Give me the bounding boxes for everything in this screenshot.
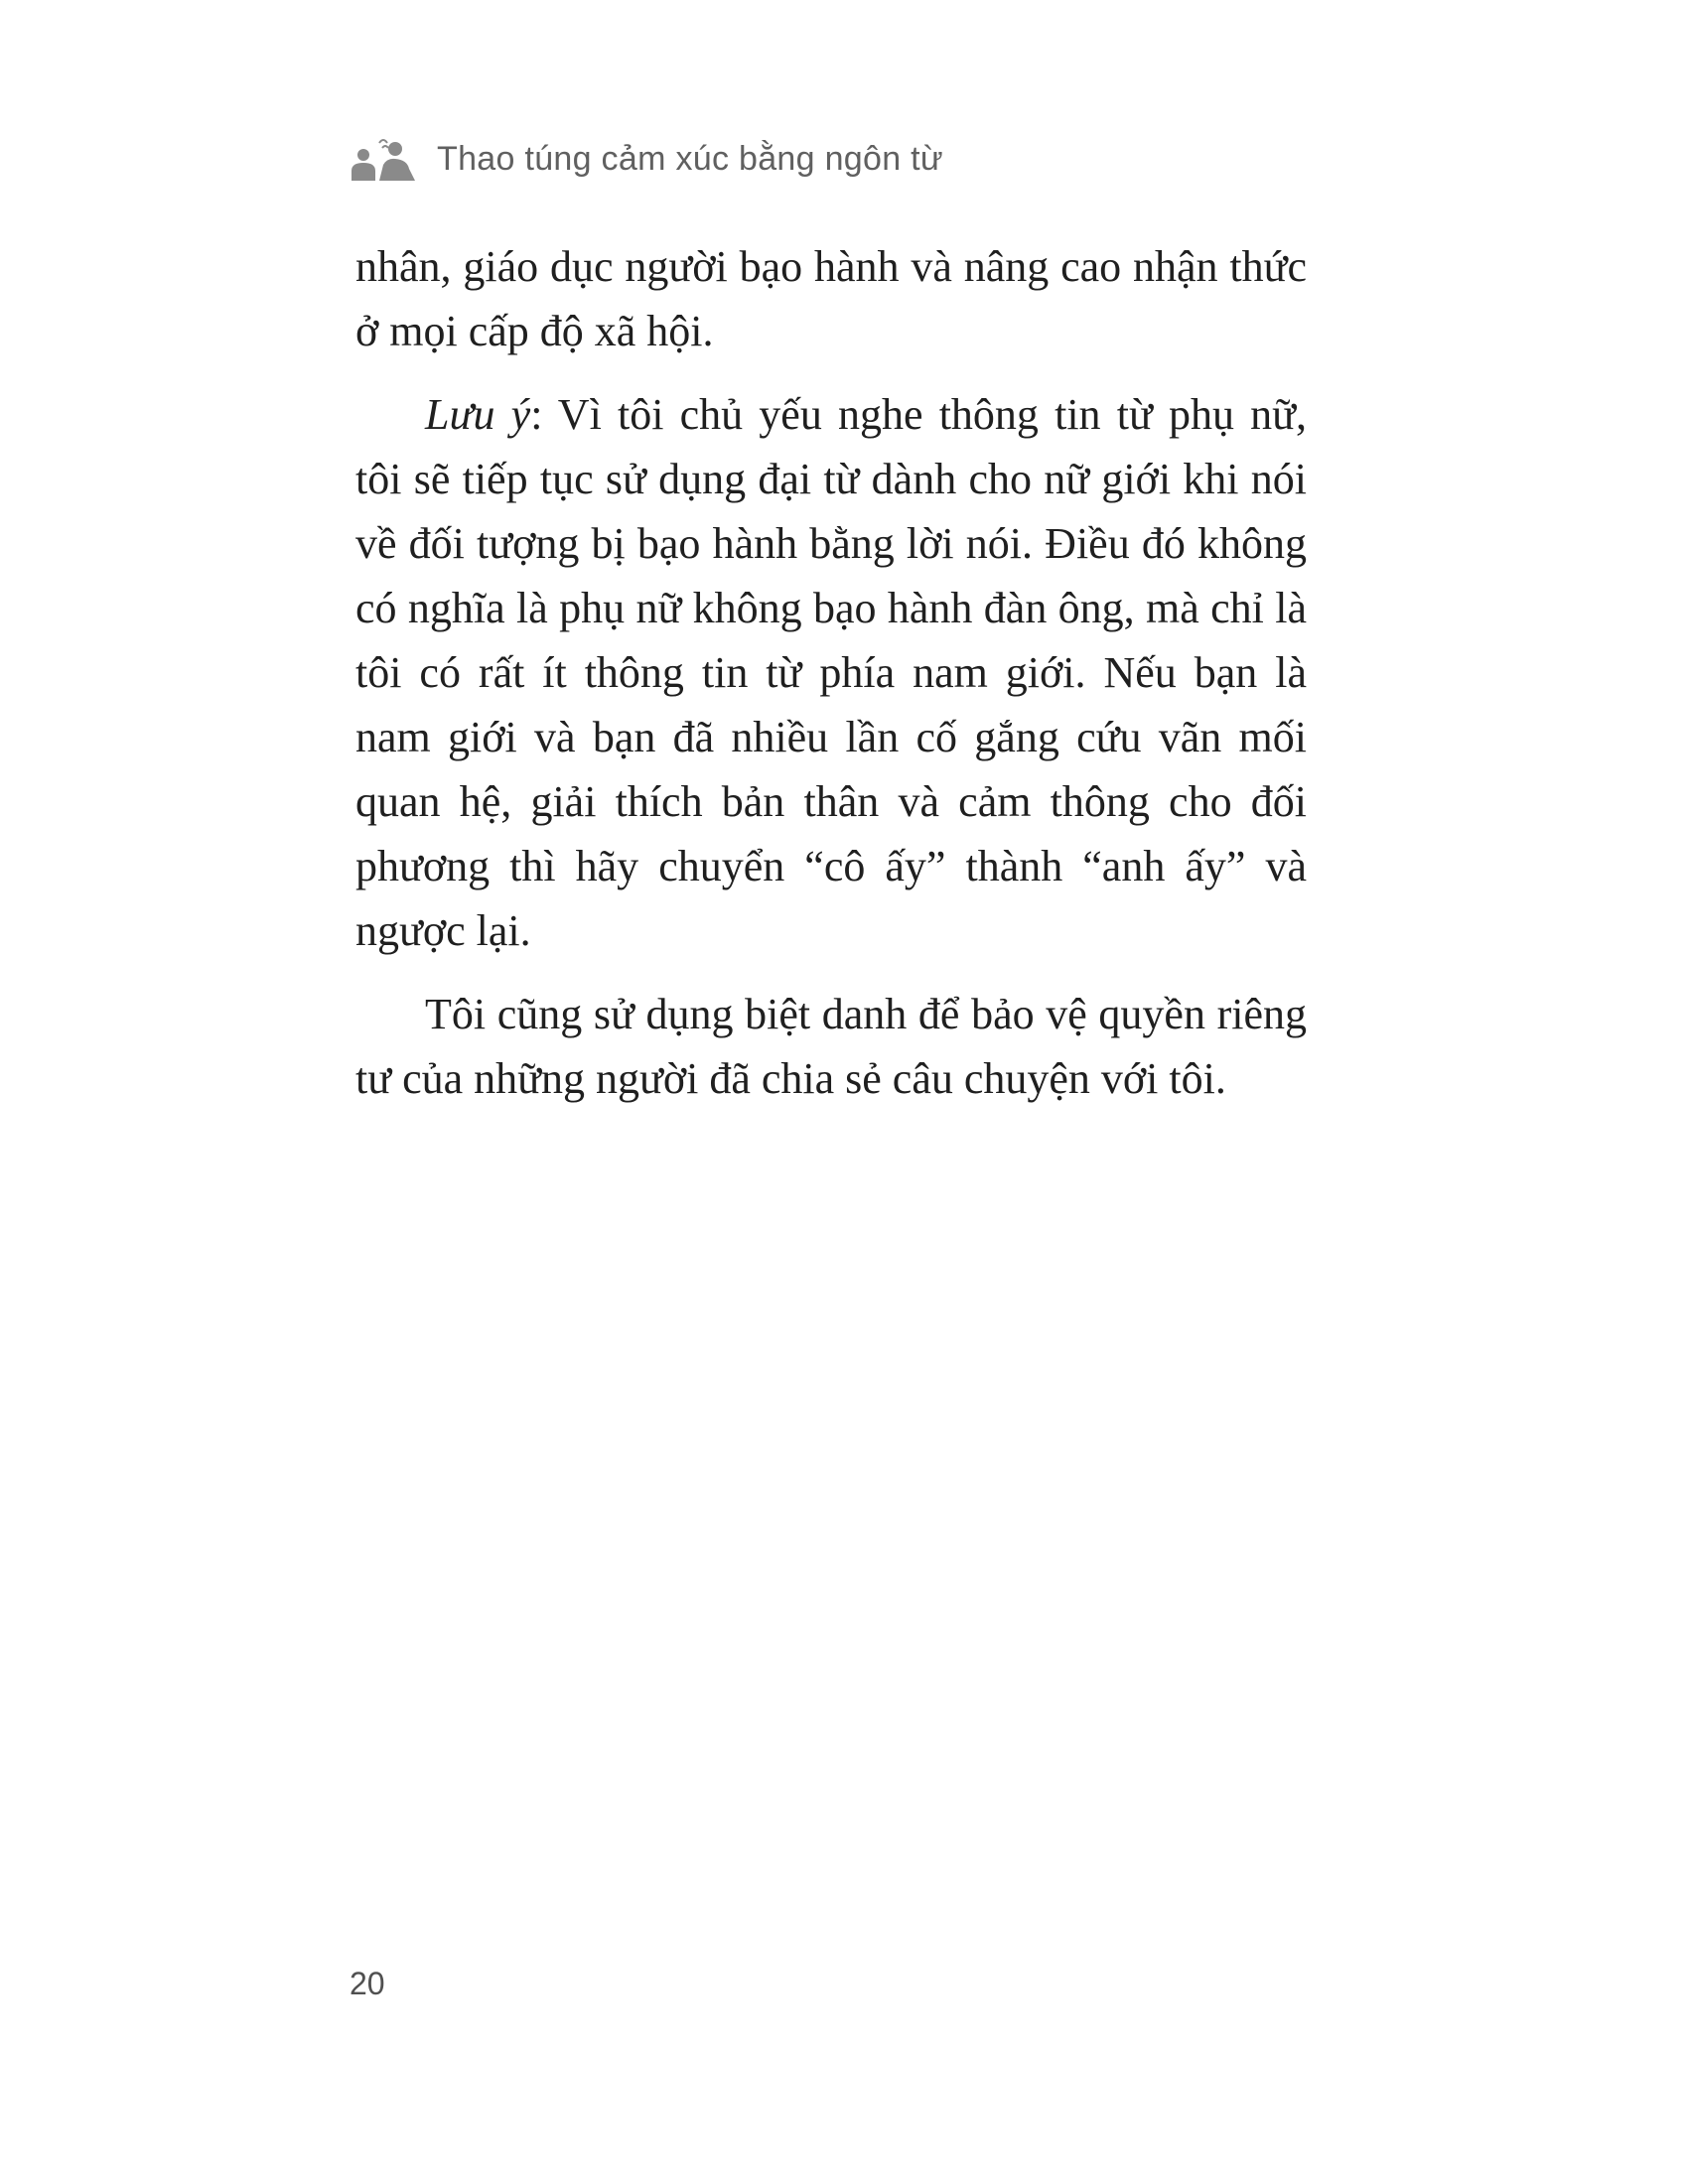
note-text: : Vì tôi chủ yếu nghe thông tin từ phụ nữ, tôi sẽ tiếp tục sử dụng đại từ dành cho nữ giới khi nói về đối tượng bị bạo hành bằng lời nói. Điều đó không có nghĩa là phụ nữ không bạo hành đàn ông, mà chỉ là tôi có rất ít thông tin từ phía nam giới. Nếu bạn là nam giới và bạn đã nhiều lần cố gắng cứu vãn mối quan hệ, giải thích bản thân và cảm thông cho đối phương thì hãy chuyển “cô ấy” thành “anh ấy” và ngược lại. xyxy=(355,390,1308,955)
running-header xyxy=(350,131,943,187)
running-header-title: Thao túng cảm xúc bằng ngôn từ xyxy=(437,139,943,178)
note-label: Lưu ý xyxy=(425,390,531,439)
paragraph-continued: nhân, giáo dục người bạo hành và nâng cao nhận thức ở mọi cấp độ xã hội. xyxy=(355,242,1307,355)
body-text xyxy=(355,234,1307,1130)
paragraph-nicknames: Tôi cũng sử dụng biệt danh để bảo vệ quyền riêng tư của những người đã chia sẻ câu chuyện với tôi. xyxy=(355,990,1307,1103)
people-talking-icon xyxy=(350,135,417,183)
paragraph-note xyxy=(355,382,1307,963)
page-number: 20 xyxy=(350,1966,385,2001)
